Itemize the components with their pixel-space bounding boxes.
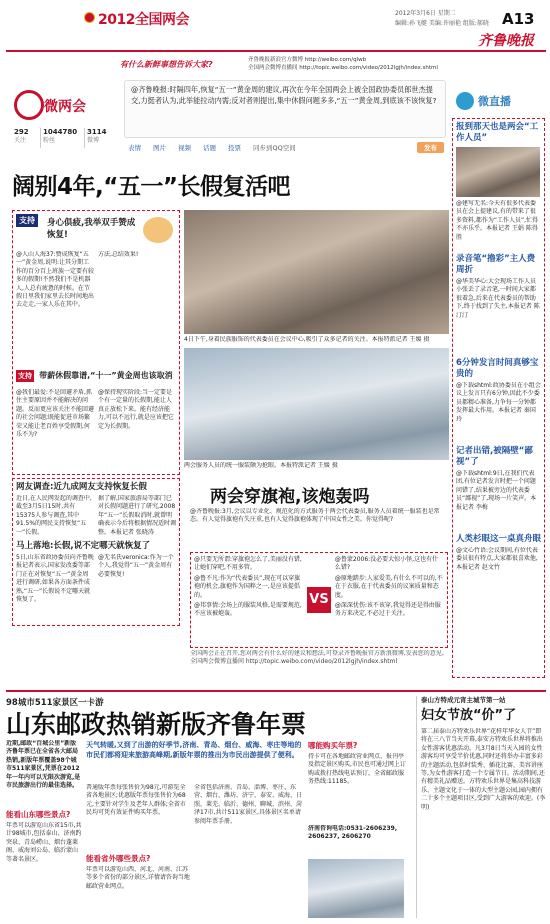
issue-date: 2012年3月6日 星期二 bbox=[395, 10, 456, 17]
landing-title: 马上落地:长假,说不定哪天就恢复了 bbox=[16, 541, 151, 551]
photo-service-staff bbox=[184, 348, 449, 460]
postal-kicker: 98城市511家景区一卡游 bbox=[6, 698, 104, 708]
middle-p2: @保持现实阶段:当一定要是个有一定量的长假期,能让人真正放松下来。能有经济能力,可以不远行,就是应该把它定为长假期。 bbox=[98, 389, 174, 430]
paper-logo: 齐鲁晚报 bbox=[478, 33, 534, 49]
fangte-headline: 妇女节放“价”了 bbox=[421, 708, 517, 723]
qipao-p5: @鲁蒙2006:没必要大惊小怪,这也有什么错? bbox=[334, 556, 439, 572]
postal-sub2: 能看省外哪些景点? bbox=[86, 854, 151, 863]
support-section bbox=[12, 210, 180, 475]
stat-posts[interactable]: 3114 微博 bbox=[84, 128, 114, 148]
live-t1: 报到那天也是两会“工作人员” bbox=[456, 122, 539, 143]
support-title: 身心俱疲,我举双手赞成恢复! bbox=[47, 218, 136, 240]
postal-p5: 持卡可在各地邮政营业网点、报刊亭及指定景区购买,市民也可通过网上订购或拨打热线电话预订。全省邮政服务热线:11185。 bbox=[308, 753, 406, 786]
netizen-section bbox=[12, 478, 180, 626]
photo-ethnic-delegates bbox=[184, 210, 449, 334]
header-rule bbox=[6, 50, 546, 52]
live-column bbox=[452, 118, 545, 678]
live-t5: 人类杉眼这一桌真舟眼 bbox=[456, 534, 542, 544]
postal-ticket-image bbox=[308, 859, 404, 918]
postal-p2: 普通版年票每张售价为98元,可游览全省各地景区;优惠版年票每张售价为68元,主要针对学生及老年人群体;全省市民均可凭有效证件购买年票。 bbox=[86, 784, 186, 817]
page-number: A13 bbox=[502, 10, 535, 28]
stat-followers[interactable]: 1044780 粉丝 bbox=[40, 128, 84, 148]
weibo-post-text: @齐鲁晚报:时隔四年,恢复“五一”黄金周的建议,再次在今年全国两会上被全国政协委员郎世杰提交,力挺者认为,此举能拉动内需;反对者则提出,集中休假问题多多,“五一”黄金周,到底该不该恢复? bbox=[131, 85, 437, 105]
weibo-toolbar bbox=[124, 140, 446, 155]
postal-headline: 山东邮政热销新版齐鲁年票 bbox=[6, 710, 307, 739]
banner-info: 齐鲁晚报新浪官方微博 http://weibo.com/qlwb 全国两会微博直播间 http://topic.weibo.com/video/2012lgjh/index.shtml bbox=[248, 57, 438, 71]
tag-badge: 支持 bbox=[18, 372, 32, 380]
postal-p3: 年票可以游览山西、河北、河南、江苏等多个省份的部分景区,详情请咨询当地邮政营业网点。 bbox=[86, 866, 190, 890]
middle-p3: @无名氏veronica:作为一个个人,我觉得“五一”黄金周有必要恢复! bbox=[98, 554, 174, 578]
photo2-caption: 两会服务人员的统一服装颇为抢眼。本报特派记者 王媛 摄 bbox=[184, 462, 338, 469]
postal-sub1: 能看山东哪些景点? bbox=[6, 810, 71, 819]
tool-vote[interactable]: 投票 bbox=[228, 144, 241, 152]
weibo-stats bbox=[14, 128, 120, 148]
fangte-body: 第二届泰山方特欢乐世界“花样年华女人节”即将在三八节当天开幕,泰安方特欢乐世界将推出女性游客优惠活动。凡3月8日当天入园的女性游客均可享受半价优惠,同时还将举办丰富多彩的主题活动,包括时装秀、插花比赛、美容讲座等,为女性游客打造一个专属节日。活动期间,还有精美礼品赠送。方特欢乐世界是集高科技游乐、主题文化于一体的大型主题公园,园内拥有二十多个主题项目区,受到广大游客的欢迎。(李明) bbox=[421, 728, 546, 811]
live-p4: @下载shtml:9日,在我们代表团,有位记者发言时把一个问题问错了,结果被旁边的代表委员“鄙视”了,现场一片笑声。本报记者 李梅 bbox=[456, 470, 537, 511]
main-headline: 阔别4年,“五一”长假复活吧 bbox=[12, 174, 290, 200]
fangte-kicker: 泰山方特成元宵主城节第一站 bbox=[421, 696, 506, 704]
page-header bbox=[0, 0, 550, 56]
live-photo bbox=[456, 147, 540, 197]
live-p2: @华美华心:大会现场工作人员小张丢了录音笔,一时间大家都很着急,后来在代表委员的帮助下,终于找到了失主,本报记者 陈汀汀 bbox=[456, 278, 540, 319]
support-p1: @人山人海37:赞成恢复“五一”黄金周,说明:让其分期工作的百分百上班族一定要有较多的假期!不然我们不是机器人,人总有疲惫的时候。在节假日里我们家里去长时间地出去走走,一家人乐在其中。 bbox=[16, 251, 94, 309]
fangte-ad bbox=[416, 696, 546, 918]
qipao-debate bbox=[190, 552, 448, 648]
weibo-banner bbox=[120, 56, 545, 78]
postal-p1: 年票可以游览山东省15市,共计98城市,包括泰山、济南趵突泉、青岛崂山、烟台蓬莱阁、威海刘公岛、临沂蒙山等著名景区。 bbox=[6, 822, 82, 863]
weibo-eye-icon bbox=[14, 90, 44, 120]
landing-p2: 5日,山东省政协委员向齐鲁晚报记者表示,国家发改委等部门正在对恢复“五一”黄金周进行调研,如果各方面条件成熟,“五一”长假说不定哪天就恢复了。 bbox=[16, 554, 94, 604]
postal-tel: 济南咨询电话:0531-2606239, 2606237, 2606270 bbox=[308, 825, 398, 841]
tool-emoji[interactable]: 表情 bbox=[128, 144, 141, 152]
live-p5: @文心竹语:会议期间,有位代表委员很有特点,大家都很喜欢他,本报记者 赵文竹 bbox=[456, 547, 538, 571]
section-divider bbox=[6, 690, 546, 692]
qipao-p3: @鲁不凡:作为“代表委员”,现在可以穿旗袍的机会,旗袍作为国粹之一,是应该提倡的。 bbox=[194, 574, 301, 599]
survey-col2: 据了解,国家旅游局等部门已对长假问题进行了研究,2008年“五一”长假取消时,就曾明确表示今后将根据情况适时调整。本报记者 张晓涛 bbox=[98, 495, 176, 536]
sync-qzone[interactable]: 同步到QQ空间 bbox=[253, 144, 296, 152]
live-t2: 录音笔“撸彩”主人费周折 bbox=[456, 254, 536, 275]
postal-blue-lead: 天气转暖,又到了出游的好季节,济南、青岛、烟台、威海、枣庄等地的市民们都将迎来旅游高峰期,新版年票的推出为市民出游提供了便利。 bbox=[86, 741, 302, 759]
qipao-headline: 两会穿旗袍,该炮轰吗 bbox=[210, 487, 370, 507]
live-t3: 6分钟发言时间真够宝贵的 bbox=[456, 358, 539, 379]
support-tag: 支持 bbox=[16, 214, 38, 227]
postal-lead: 近期,邮政“百城公里”新版齐鲁年票已在全省各大邮局热销,新版年票覆盖98个城市511家景区,凭票在2012年一年内可以无限次游览,是市民旅游出行的最佳选择。 bbox=[6, 740, 81, 790]
support-p3: @我们最爱:不是回避矛盾,抓住主要原因并不能解决的问题。反而更应该关注不能回避的社会问题;既能促进市场繁荣又能让老百姓享受假期,何乐不为? bbox=[16, 389, 94, 439]
qipao-intro: @齐鲁晚报:3月,会议以专业化、规范化的方式服务于两会代表委员,服务人员着统一服装也是常态。有人觉得旗袍有失庄重,也有人觉得旗袍体现了中国女性之美。你觉得呢? bbox=[190, 508, 440, 524]
survey-p1: 近日,在人民网发起的调查中,截至3月5日15时,共有15375人参与调查,其中91.5%的网民支持恢复“五一”长假。 bbox=[16, 495, 92, 536]
vs-badge: VS bbox=[307, 587, 331, 613]
live-title: 微直播 bbox=[478, 95, 511, 108]
tool-image[interactable]: 图片 bbox=[153, 144, 166, 152]
cartoon-figure bbox=[143, 217, 173, 243]
qipao-p4: @邦事情:会场上的服装风格,是需要规范,不应该被炮轰。 bbox=[194, 602, 302, 618]
weibo-post-box bbox=[124, 80, 446, 138]
live-p3: @下载shtml:政协委员在小组会议上发言只有6分钟,因此不少委员都精心准备,力争每一分钟都发挥最大作用。本报记者 秦国玲 bbox=[456, 382, 541, 423]
banner-question: 有什么新鲜事想告诉大家? bbox=[120, 60, 213, 69]
weibo-logo bbox=[14, 86, 110, 126]
photo1-caption: 4日下午,身着民族服饰的代表委员在会议中心,吸引了众多记者的关注。本报特派记者 王媛 摄 bbox=[184, 336, 430, 343]
tool-video[interactable]: 视频 bbox=[178, 144, 191, 152]
live-badge bbox=[456, 90, 544, 114]
qipao-note: 全国两会正在召开,您对两会有什么好的建议和想法,可登录齐鲁晚报官方新浪微博,发表您的意见。全国两会微博直播间 http://topic.weibo.com/video/2012lgjh/index.shtml bbox=[190, 650, 448, 666]
middle-p1: 方法,总结效果! bbox=[98, 251, 139, 258]
box-title-row bbox=[16, 363, 176, 382]
survey-title: 网友调查:近九成网友支持恢复长假 bbox=[16, 482, 147, 492]
section-title: 2012全国两会 bbox=[98, 12, 189, 28]
qipao-p7: @深深忧伤:该不该穿,我觉得还是得由服务方来决定,不必过于关注。 bbox=[334, 602, 441, 618]
live-icon bbox=[456, 92, 474, 110]
postal-sub3: 哪能购买年票? bbox=[308, 741, 358, 750]
emblem-icon bbox=[84, 12, 95, 23]
postal-ad bbox=[6, 696, 410, 918]
live-t4: 记者出错,被隔壁“鄙视”了 bbox=[456, 446, 533, 467]
postal-p4: 全省包括济南、青岛、淄博、枣庄、东营、烟台、潍坊、济宁、泰安、威海、日照、莱芜、临沂、德州、聊城、滨州、菏泽17市,共计511家景区,具体景区名单请参阅年票手册。 bbox=[194, 784, 303, 825]
qipao-p6: @原地踏步:人家爱美,有什么不可以的,不在于衣服,在于代表委员的议案质量和态度。 bbox=[334, 574, 443, 599]
qipao-p2: @只要无所谓:穿旗袍怎么了,美丽没有错,让她们穿吧,不用多管。 bbox=[194, 556, 302, 572]
stat-following[interactable]: 292 关注 bbox=[14, 128, 29, 145]
send-button[interactable]: 发布 bbox=[417, 142, 444, 153]
box-title: 带薪休假靠谱,“十一”黄金周也该取消 bbox=[39, 371, 173, 380]
live-p1: @建写无名:今天有很多代表委员在会上提建议,有的带来了很多资料,都作为“工作人员”,忙得不亦乐乎。本报记者 王娟 陈得胜 bbox=[456, 200, 539, 241]
tool-topic[interactable]: 话题 bbox=[203, 144, 216, 152]
weibo-name: 微两会 bbox=[44, 99, 86, 115]
editors-line: 编辑:孙飞艇 美编:许丽艳 组版:郝晓 bbox=[395, 20, 489, 27]
